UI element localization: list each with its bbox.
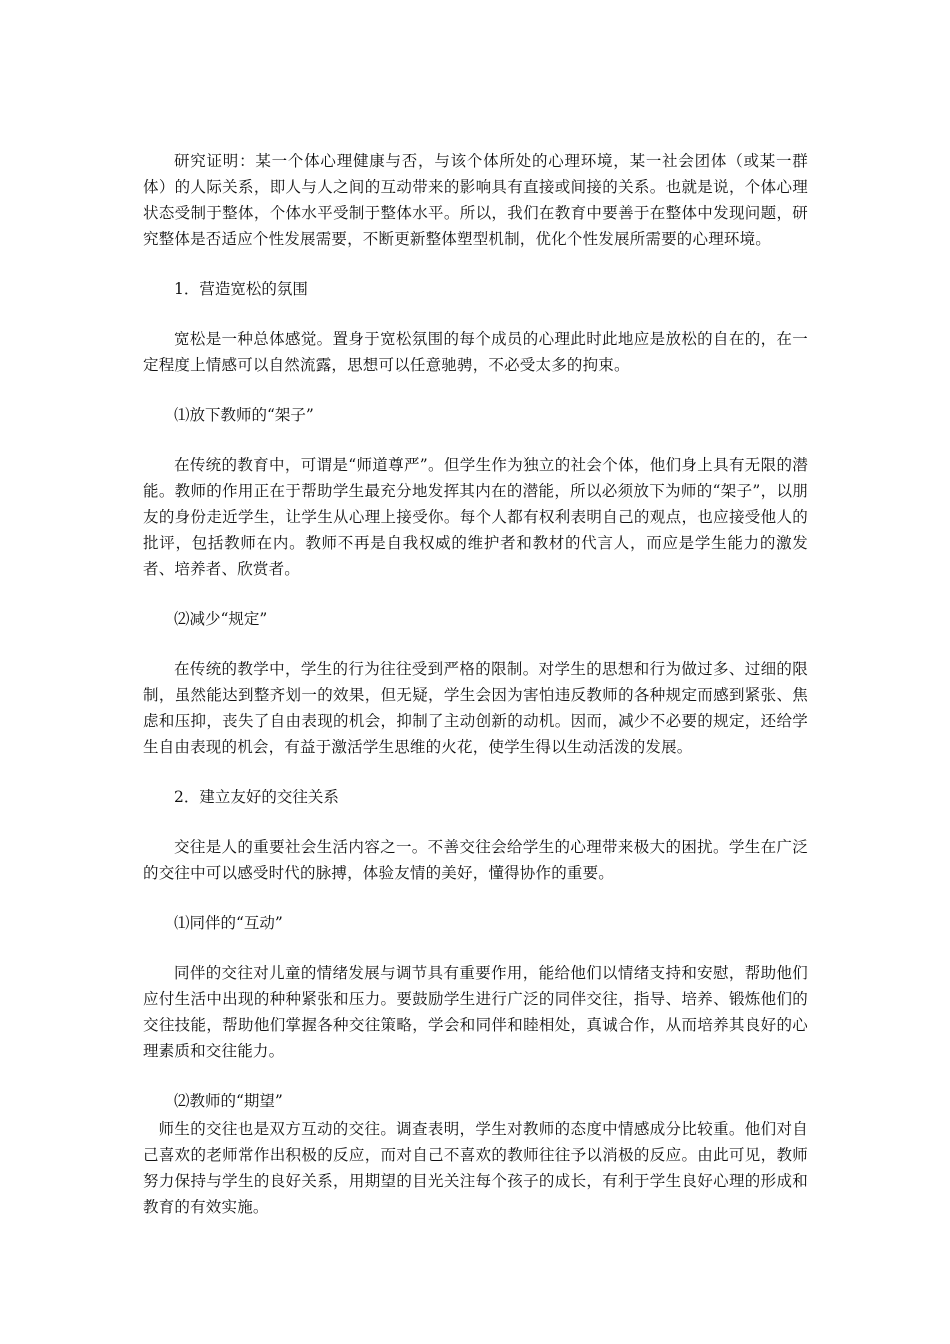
paragraph-communication: 交往是人的重要社会生活内容之一。不善交往会给学生的心理带来极大的困扰。学生在广泛的交往中可以感受时代的脉搏，体验友情的美好，懂得协作的重要。 — [143, 838, 808, 882]
paragraph-teacher-expectation: 师生的交往也是双方互动的交往。调查表明，学生对教师的态度中情感成分比较重。他们对自己喜欢的老师常作出积极的反应，而对自己不喜欢的教师往往予以消极的反应。由此可见，教师努力保持与学生的良好关系，用期望的目光关注每个孩子的成长，有利于学生良好心理的形成和教育的有效实施。 — [143, 1120, 808, 1216]
document-page — [143, 148, 808, 1220]
paragraph-reduce-rules: 在传统的教学中，学生的行为往往受到严格的限制。对学生的思想和行为做过多、过细的限制，虽然能达到整齐划一的效果，但无疑，学生会因为害怕违反教师的各种规定而感到紧张、焦虑和压抑，丧失了自由表现的机会，抑制了主动创新的动机。因而，减少不必要的规定，还给学生自由表现的机会，有益于激活学生思维的火花，使学生得以生动活泼的发展。 — [143, 660, 808, 756]
paragraph-teacher-airs: 在传统的教育中，可谓是“师道尊严”。但学生作为独立的社会个体，他们身上具有无限的潜能。教师的作用正在于帮助学生最充分地发挥其内在的潜能，所以必须放下为师的“架子”，以朋友的身份走近学生，让学生从心理上接受你。每个人都有权利表明自己的观点，也应接受他人的批评，包括教师在内。教师不再是自我权威的维护者和教材的代言人，而应是学生能力的激发者、培养者、欣赏者。 — [143, 456, 808, 578]
paragraph-relaxed-atmosphere: 宽松是一种总体感觉。置身于宽松氛围的每个成员的心理此时此地应是放松的自在的，在一定程度上情感可以自然流露，思想可以任意驰骋，不必受太多的拘束。 — [143, 330, 808, 374]
paragraph-peer-interaction: 同伴的交往对儿童的情绪发展与调节具有重要作用，能给他们以情绪支持和安慰，帮助他们应付生活中出现的种种紧张和压力。要鼓励学生进行广泛的同伴交往，指导、培养、锻炼他们的交往技能，帮助他们掌握各种交往策略，学会和同伴和睦相处，真诚合作，从而培养其良好的心理素质和交往能力。 — [143, 964, 808, 1060]
subheading-reduce-rules: ⑵减少“规定” — [174, 610, 268, 628]
subheading-teacher-airs: ⑴放下教师的“架子” — [174, 406, 314, 424]
section-heading-1: 1．营造宽松的氛围 — [174, 280, 308, 298]
paragraph-intro: 研究证明：某一个体心理健康与否，与该个体所处的心理环境，某一社会团体（或某一群体）的人际关系，即人与人之间的互动带来的影响具有直接或间接的关系。也就是说，个体心理状态受制于整体，个体水平受制于整体水平。所以，我们在教育中要善于在整体中发现问题，研究整体是否适应个性发展需要，不断更新整体塑型机制，优化个性发展所需要的心理环境。 — [143, 152, 808, 248]
section-heading-2: 2．建立友好的交往关系 — [174, 788, 339, 806]
subheading-peer-interaction: ⑴同伴的“互动” — [174, 914, 283, 932]
subheading-teacher-expectation: ⑵教师的“期望” — [174, 1092, 283, 1110]
